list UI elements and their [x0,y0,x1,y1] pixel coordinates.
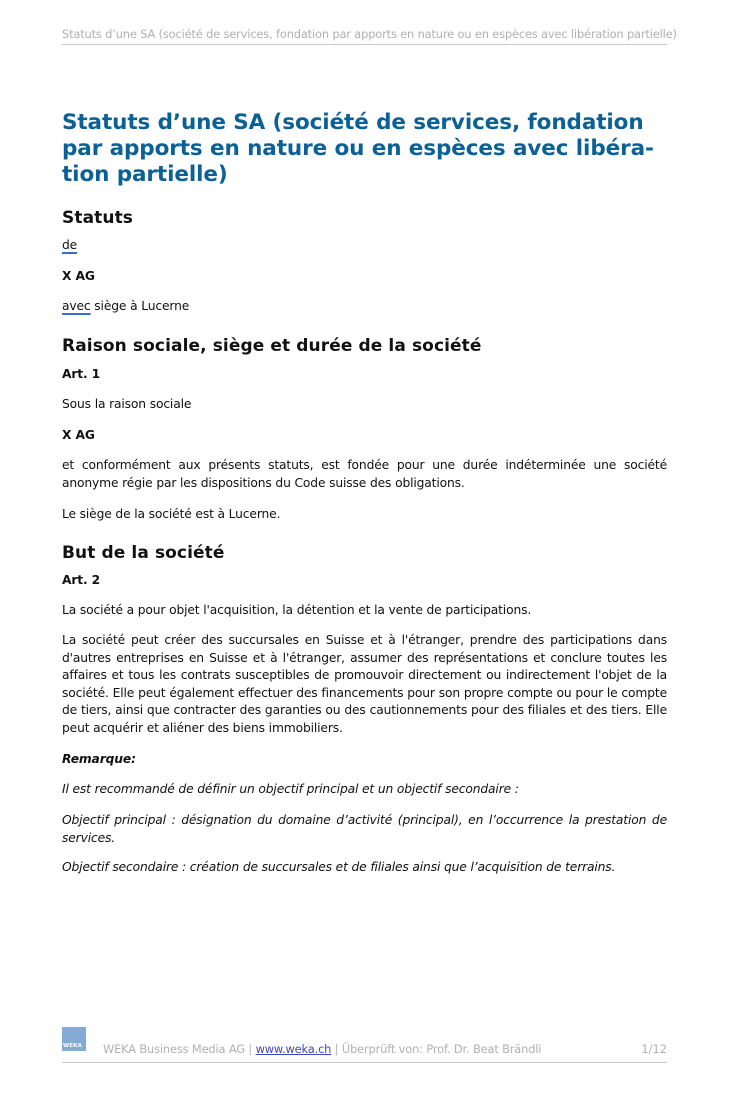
heading-section-2: But de la société [62,543,225,563]
logo-text: WEKA [63,1043,83,1049]
article-1-label: Art. 1 [62,367,101,381]
statuts-seat [62,298,189,316]
article-1-paragraph: Sous la raison sociale [62,397,192,411]
header-divider [62,44,667,45]
article-1-paragraph: Le siège de la société est à Lucerne. [62,507,281,521]
article-2-label: Art. 2 [62,573,101,587]
article-1-paragraph: et conformément aux présents statuts, est fondée pour une durée indéterminée une société anonyme régie par les dispositions du Code suisse des obligations. [62,458,667,490]
footer-publisher: WEKA Business Media AG | [103,1042,256,1056]
footer-text [103,1042,541,1056]
footer-reviewer: | Überprüft von: Prof. Dr. Beat Brändli [331,1042,542,1056]
seat-text: siège à Lucerne [90,299,190,313]
spellcheck-word: avec [62,299,91,313]
statuts-de [62,237,77,255]
remark-paragraph: Objectif secondaire : création de succursales et de filiales ainsi que l’acquisition de terrains. [62,860,616,874]
remark-paragraph: Objectif principal : désignation du domaine d’activité (principal), en l’occurrence la prestation de services. [62,813,667,845]
article-1-company: X AG [62,428,95,442]
page-number: 1/12 [641,1042,667,1056]
heading-section-1: Raison sociale, siège et durée de la société [62,336,482,356]
article-2-paragraph: La société a pour objet l'acquisition, la détention et la vente de participations. [62,603,532,617]
statuts-company: X AG [62,269,95,283]
article-2-paragraph: La société peut créer des succursales en Suisse et à l'étranger, prendre des participations dans d'autres entreprises en Suisse et à l'étranger, assumer des représentations et conclure toutes les affaires et tous les contrats susceptibles de promouvoir directement ou indirectement l'objet de la société. Elle peut également effectuer des financements pour son propre compte ou pour le compte de tiers, ainsi que contracter des garanties ou des cautionnements pour des filiales et des tiers. Elle peut acquérir et aliéner des biens immobiliers. [62,633,667,735]
weka-logo [62,1027,86,1051]
spellcheck-word: de [62,238,78,252]
remark-paragraph: Il est recommandé de définir un objectif principal et un objectif secondaire : [62,782,519,796]
document-title [62,110,672,188]
running-header: Statuts d’une SA (société de services, fondation par apports en nature ou en espèces avec libération partielle) [62,27,677,41]
title-line: Statuts d’une SA (société de services, fondation [62,110,644,135]
title-line: par apports en nature ou en espèces avec libéra- [62,136,654,161]
title-line: tion partielle) [62,162,228,187]
footer-weka-link[interactable]: www.weka.ch [255,1042,332,1056]
remark-label: Remarque: [62,752,136,766]
heading-statuts: Statuts [62,208,134,228]
footer-divider [62,1062,667,1063]
